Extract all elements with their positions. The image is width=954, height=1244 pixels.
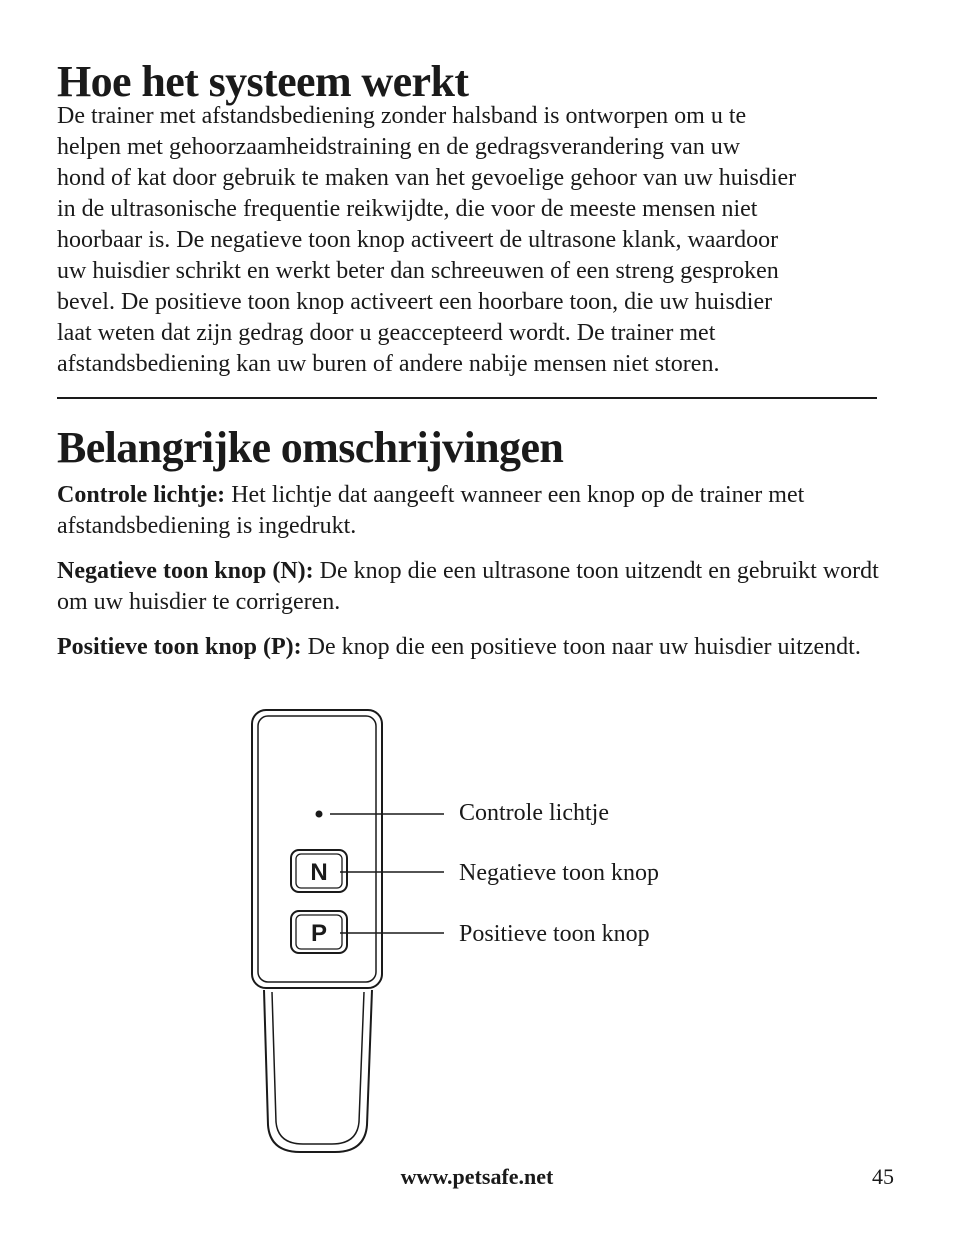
footer-url: www.petsafe.net xyxy=(400,1164,554,1189)
p-button xyxy=(291,911,347,953)
callout-negative-button: Negatieve toon knop xyxy=(459,860,659,886)
paragraph-line: De trainer met afstandsbediening zonder halsband is ontworpen om u te xyxy=(57,103,747,129)
paragraph-line: laat weten dat zijn gedrag door u geaccepteerd wordt. De trainer met xyxy=(57,320,716,346)
paragraph-line: helpen met gehoorzaamheidstraining en de gedragsverandering van uw xyxy=(57,134,741,160)
paragraph-line: hoorbaar is. De negatieve toon knop activeert de ultrasone klank, waardoor xyxy=(57,227,779,253)
page-number: 45 xyxy=(872,1164,894,1189)
control-light-indicator xyxy=(316,811,323,818)
definition-term: Controle lichtje: xyxy=(57,482,226,508)
definition-description: De knop die een ultrasone toon uitzendt en gebruikt wordt om uw huisdier te corrigeren. xyxy=(57,558,879,615)
paragraph-line: bevel. De positieve toon knop activeert een hoorbare toon, die uw huisdier xyxy=(57,289,773,315)
definition-description: De knop die een positieve toon naar uw huisdier uitzendt. xyxy=(301,634,861,660)
paragraph-line: uw huisdier schrikt en werkt beter dan schreeuwen of een streng gesproken xyxy=(57,258,779,284)
paragraph-line: in de ultrasonische frequentie reikwijdte, die voor de meeste mensen niet xyxy=(57,196,758,222)
definition-term: Negatieve toon knop (N): xyxy=(57,558,314,584)
paragraph-line: afstandsbediening kan uw buren of andere nabije mensen niet storen. xyxy=(57,351,720,377)
callout-control-light: Controle lichtje xyxy=(459,800,609,826)
n-button xyxy=(291,850,347,892)
section-title-definitions: Belangrijke omschrijvingen xyxy=(57,423,564,472)
section-title-how-it-works: Hoe het systeem werkt xyxy=(57,57,469,106)
callout-positive-button: Positieve toon knop xyxy=(459,921,650,947)
p-button-label: P xyxy=(310,920,328,947)
paragraph-line: hond of kat door gebruik te maken van het gevoelige gehoor van uw huisdier xyxy=(57,165,797,191)
definition-term: Positieve toon knop (P): xyxy=(57,634,302,660)
n-button-label: N xyxy=(310,859,328,886)
definition-description: Het lichtje dat aangeeft wanneer een knop op de trainer met afstandsbediening is ingedrukt. xyxy=(57,482,805,539)
